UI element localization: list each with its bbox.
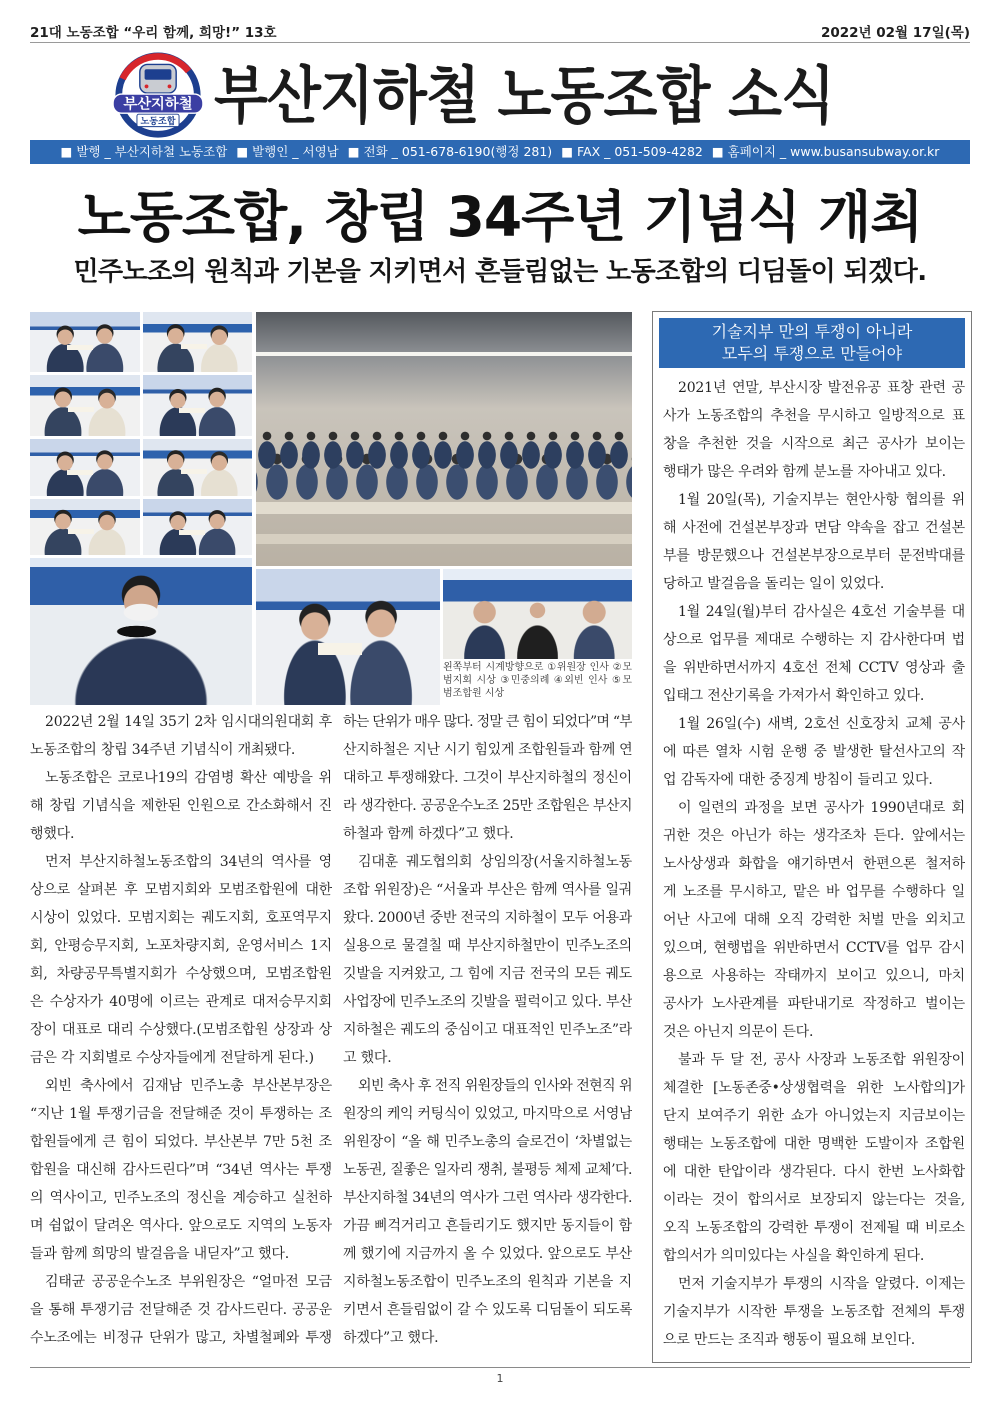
- text-line: 행태는 노동조합에 대한 명백한 도발이자 조합원: [663, 1136, 965, 1152]
- text-line: 라 생각한다. 공공운수노조 25만 조합원은 부산지: [343, 798, 632, 814]
- text-line: 위원장이 “올 해 민주노총의 슬로건이 ‘차별없는: [343, 1134, 632, 1150]
- text-line: 실용으로 물결칠 때 부산지하철만이 민주노조의: [343, 938, 632, 954]
- text-line: 부산지하철 34년의 역사가 그런 역사라 생각한다.: [343, 1190, 632, 1206]
- photo-award-2: [143, 312, 252, 372]
- text-line: 노사상생과 화합을 얘기하면서 한편으론 철저하: [663, 856, 965, 872]
- text-line: 지하철은 궤도의 중심이고 대표적인 민주노조”라: [343, 1022, 632, 1038]
- logo-text-main: 부산지하철: [123, 96, 193, 113]
- text-line: 게 노조를 무시하고, 맡은 바 업무를 수행하다 일: [663, 884, 965, 900]
- text-line: “지난 1월 투쟁기금을 전달해준 것이 투쟁하는 조: [30, 1106, 332, 1122]
- text-line: 것은 아닌지 의문이 든다.: [663, 1024, 814, 1040]
- text-line: 행태가 많은 우려와 함께 분노를 자아내고 있다.: [663, 464, 946, 480]
- info-homepage: ■ 홈페이지 _ www.busansubway.or.kr: [711, 144, 940, 159]
- text-line: 합원을 대신해 감사드린다”며 “34년 역사는 투쟁: [30, 1162, 332, 1178]
- text-line: 상으로 살펴본 후 모범지회와 모범조합원에 대한: [30, 882, 332, 898]
- text-line: 원장의 케익 커팅식이 있었고, 마지막으로 서영남: [343, 1106, 632, 1122]
- caption-line: 범조합원 시상: [443, 688, 505, 699]
- text-line: 시상이 있었다. 모범지회는 궤도지회, 호포역무지: [30, 910, 332, 926]
- photo-award-1: [30, 312, 140, 372]
- footer-rule: [30, 1367, 970, 1368]
- text-line: 가끔 삐걱거리고 흔들리기도 했지만 동지들이 함: [343, 1218, 632, 1234]
- text-line: 이라는 것이 합의서로 보장되지 않는다는 것을,: [663, 1192, 965, 1208]
- text-line: 오직 노동조합의 강력한 투쟁이 전제될 때 비로소: [663, 1220, 965, 1236]
- text-line: 지하철노동조합이 민주노조의 원칙과 기본을 지: [343, 1274, 632, 1290]
- text-line: 을 통해 투쟁기금 전달해준 것 감사드린다. 공공운: [30, 1302, 332, 1318]
- photo-salute: [443, 569, 632, 659]
- union-logo: [110, 52, 206, 140]
- text-line: 며 쉼없이 달려온 역사다. 앞으로도 지역의 노동자: [30, 1218, 332, 1234]
- text-line: 단지 보여주기 위한 쇼가 아니었는지 지금보이는: [663, 1108, 965, 1124]
- photo-award-7: [30, 499, 140, 555]
- text-line: 장이 대표로 대리 수상했다.(모범조합원 상장과 상: [30, 1022, 332, 1038]
- text-line: 조합 위원장)은 “서울과 부산은 함께 역사를 일궈: [343, 882, 632, 898]
- caption-line: 왼쪽부터 시계방향으로 ①위원장 인사 ②모: [443, 662, 632, 673]
- text-line: 기술지부가 시작한 투쟁을 노동조합 전체의 투쟁: [663, 1304, 965, 1320]
- photo-award-group: [256, 569, 440, 705]
- text-line: 용으로 사용하는 작태까지 보이고 있으니, 마치: [663, 968, 965, 984]
- photo-award-4: [143, 375, 252, 436]
- info-publisher: ■ 발행 _ 부산지하철 노동조합: [60, 144, 228, 159]
- text-line: 공사가 노사관계를 파탄내기로 작정하고 벌이는: [663, 996, 965, 1012]
- text-line: 창을 추천한 것을 시작으로 최근 공사가 보이는: [663, 436, 965, 452]
- photo-ceremony-hall: [256, 312, 632, 566]
- text-line: 해 창립 기념식을 제한된 인원으로 간소화해서 진: [30, 798, 332, 814]
- text-line: 업 감독자에 대한 중징계 방침이 들리고 있다.: [663, 772, 933, 788]
- text-line: 대하고 투쟁해왔다. 그것이 부산지하철의 정신이: [343, 770, 632, 786]
- text-line: 어난 사고에 대해 오직 강력한 처벌 만을 외치고: [663, 912, 965, 928]
- text-line: 있으며, 현행법을 위반하면서 CCTV를 업무 감시: [663, 940, 965, 956]
- text-line: 합의서가 의미있다는 사실을 확인하게 된다.: [663, 1248, 925, 1264]
- text-line: 먼저 기술지부가 투쟁의 시작을 알렸다. 이제는: [678, 1276, 965, 1292]
- text-line: 왔다. 2000년 중반 전국의 지하철이 모두 어용과: [343, 910, 632, 926]
- text-line: 행했다.: [30, 826, 75, 842]
- headline: 노동조합, 창립 34주년 기념식 개최: [77, 185, 923, 249]
- text-line: 당하고 발걸음을 돌리는 일이 있었다.: [663, 576, 885, 592]
- text-line: 상으로 업무를 제대로 수행하는 지 감사한다며 법: [663, 632, 965, 648]
- text-line: 사가 노동조합의 추천을 무시하고 일방적으로 표: [663, 408, 965, 424]
- text-line: 이 일련의 과정을 보면 공사가 1990년대로 회: [678, 800, 965, 816]
- caption-line: 범지회 시상 ③민중의례 ④외빈 인사 ⑤모: [443, 675, 632, 686]
- text-line: 외빈 축사에서 김재남 민주노총 부산본부장은: [45, 1078, 332, 1094]
- photo-award-6: [143, 439, 252, 496]
- photo-collage: [30, 312, 632, 705]
- subheadline: 민주노조의 원칙과 기본을 지키면서 흔들림없는 노동조합의 디딤돌이 되겠다.: [73, 257, 927, 287]
- photo-caption: [443, 661, 632, 705]
- text-line: 은 수상자가 40명에 이르는 관계로 대저승무지회: [30, 994, 332, 1010]
- logo-text-sub: 노동조합: [140, 117, 176, 128]
- text-line: 체결한 [노동존중•상생협력을 위한 노사합의]가: [663, 1080, 965, 1096]
- text-line: 들과 함께 희망의 발걸음을 내딛자”고 했다.: [30, 1246, 289, 1262]
- photo-award-8: [143, 499, 252, 555]
- issue-label: 21대 노동조합 “우리 함께, 희망!” 13호: [30, 24, 277, 41]
- page-number: 1: [496, 1372, 504, 1385]
- text-line: 에 대한 탄압이라 생각된다. 다시 한번 노사화합: [663, 1164, 965, 1180]
- info-fax: ■ FAX _ 051-509-4282: [561, 144, 703, 159]
- text-line: 1월 20일(목), 기술지부는 현안사항 협의를 위: [678, 492, 965, 508]
- sidebar-title-line: 모두의 투쟁으로 만들어야: [721, 344, 903, 363]
- text-line: 입태그 전산기록을 가져가서 확인하고 있다.: [663, 688, 925, 704]
- text-line: 의 역사이고, 민주노조의 정신을 계승하고 실천하: [30, 1190, 332, 1206]
- text-line: 외빈 축사 후 전직 위원장들의 인사와 전현직 위: [358, 1078, 632, 1094]
- text-line: 께 했기에 지금까지 올 수 있었다. 앞으로도 부산: [343, 1246, 632, 1262]
- text-line: 으로 만드는 조직과 행동이 필요해 보인다.: [663, 1332, 916, 1348]
- info-publisher-name: ■ 발행인 _ 서영남: [236, 144, 339, 159]
- text-line: 에 따른 열차 시험 운행 중 발생한 탈선사고의 작: [663, 744, 965, 760]
- text-line: 김대훈 궤도협의회 상임의장(서울지하철노동: [358, 854, 632, 870]
- text-line: 1월 24일(월)부터 감사실은 4호선 기술부를 대: [678, 604, 965, 620]
- text-line: 회, 차량공무특별지회가 수상했으며, 모범조합원: [30, 966, 332, 982]
- info-phone: ■ 전화 _ 051-678-6190(행정 281): [347, 144, 553, 159]
- masthead-title: 부산지하철 노동조합 소식: [214, 59, 835, 132]
- text-line: 불과 두 달 전, 공사 사장과 노동조합 위원장이: [678, 1052, 965, 1068]
- photo-speaker: [30, 558, 252, 705]
- text-line: 키면서 흔들림없이 갈 수 있도록 디딤돌이 되도록: [343, 1302, 632, 1318]
- text-line: 수노조에는 비정규 단위가 많고, 차별철폐와 투쟁: [30, 1330, 332, 1346]
- text-line: 김태균 공공운수노조 부위원장은 “얼마전 모금: [45, 1274, 332, 1290]
- publisher-info-bar: [30, 140, 970, 164]
- photo-award-5: [30, 439, 140, 496]
- text-line: 고 했다.: [343, 1050, 392, 1066]
- text-line: 노동권, 질좋은 일자리 쟁취, 불평등 체제 교체’다.: [343, 1162, 632, 1178]
- text-line: 먼저 부산지하철노동조합의 34년의 역사를 영: [45, 854, 332, 870]
- text-line: 하는 단위가 매우 많다. 정말 큰 힘이 되었다”며 “부: [343, 714, 632, 730]
- text-line: 해 사전에 건설본부장과 면담 약속을 잡고 건설본: [663, 520, 965, 536]
- photo-award-3: [30, 375, 140, 436]
- text-line: 하겠다”고 했다.: [343, 1330, 439, 1346]
- sidebar-body: [663, 374, 965, 1354]
- text-line: 하철과 함께 하겠다”고 했다.: [343, 826, 514, 842]
- text-line: 2022년 2월 14일 35기 2차 임시대의원대회 후: [45, 714, 332, 730]
- text-line: 깃발을 지켜왔고, 그 힘에 지금 전국의 모든 궤도: [343, 966, 632, 982]
- issue-date: 2022년 02월 17일(목): [820, 24, 970, 41]
- sidebar-title-line: 기술지부 만의 투쟁이 아니라: [711, 322, 913, 341]
- text-line: 금은 각 지회별로 수상자들에게 전달하게 된다.): [30, 1050, 314, 1066]
- text-line: 합원들에게 큰 힘이 되었다. 부산본부 7만 5천 조: [30, 1134, 332, 1150]
- text-line: 귀한 것은 아닌가 하는 생각조차 든다. 앞에서는: [663, 828, 965, 844]
- issue-line: [30, 19, 970, 43]
- text-line: 을 위반하면서까지 4호선 전체 CCTV 영상과 출: [663, 660, 965, 676]
- text-line: 노동조합의 창립 34주년 기념식이 개최됐다.: [30, 742, 296, 758]
- text-line: 사업장에 민주노조의 깃발을 펄럭이고 있다. 부산: [343, 994, 632, 1010]
- article-column-left: [30, 708, 332, 1352]
- article-column-middle: [343, 708, 632, 1352]
- text-line: 1월 26일(수) 새벽, 2호선 신호장치 교체 공사: [678, 716, 965, 732]
- sidebar-title: [659, 318, 965, 368]
- text-line: 2021년 연말, 부산시장 발전유공 표창 관련 공: [678, 380, 965, 396]
- text-line: 부를 방문했으나 건설본부장으로부터 문전박대를: [663, 548, 965, 564]
- text-line: 노동조합은 코로나19의 감염병 확산 예방을 위: [45, 770, 332, 786]
- text-line: 회, 안평승무지회, 노포차량지회, 운영서비스 1지: [30, 938, 332, 954]
- text-line: 산지하철은 지난 시기 힘있게 조합원들과 함께 연: [343, 742, 632, 758]
